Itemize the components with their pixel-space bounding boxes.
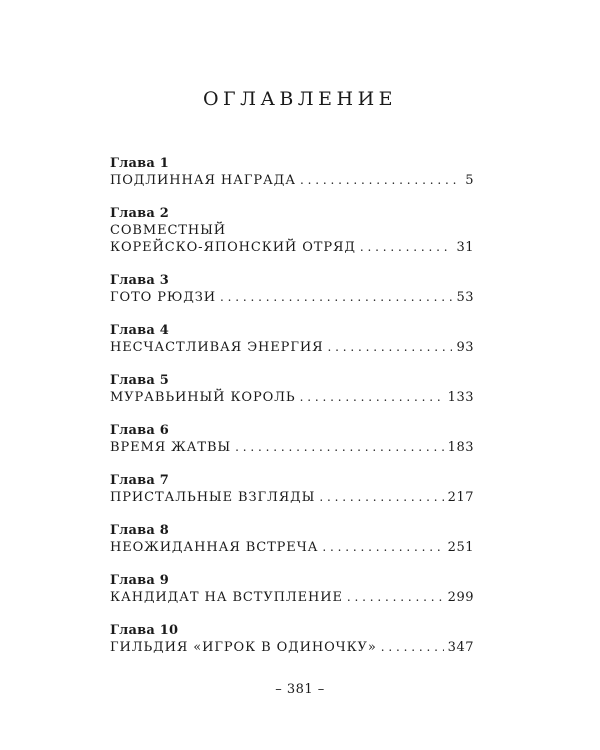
toc-entry-7 xyxy=(110,473,474,506)
chapter-title: МУРАВЬИНЫЙ КОРОЛЬ xyxy=(110,390,296,405)
toc-entry-1 xyxy=(110,156,474,189)
toc-entry-9 xyxy=(110,573,474,606)
dot-leader xyxy=(235,439,444,456)
chapter-line xyxy=(110,489,474,506)
chapter-page-number: 5 xyxy=(465,173,474,188)
chapter-page-number: 217 xyxy=(447,490,474,505)
toc-entry-10 xyxy=(110,623,474,656)
chapter-title-line-1: СОВМЕСТНЫЙ xyxy=(110,223,227,238)
chapter-line xyxy=(110,239,474,256)
chapter-page-number: 53 xyxy=(456,290,474,305)
chapter-page-number: 347 xyxy=(447,640,474,655)
toc-entry-6 xyxy=(110,423,474,456)
chapter-title: ГОТО РЮДЗИ xyxy=(110,290,216,305)
chapter-label: Глава 5 xyxy=(110,373,169,388)
chapter-title: ПРИСТАЛЬНЫЕ ВЗГЛЯДЫ xyxy=(110,490,316,505)
chapter-label: Глава 1 xyxy=(110,156,169,171)
chapter-line xyxy=(110,639,474,656)
chapter-title: НЕСЧАСТЛИВАЯ ЭНЕРГИЯ xyxy=(110,340,324,355)
dot-leader xyxy=(381,639,444,656)
chapter-title: ВРЕМЯ ЖАТВЫ xyxy=(110,440,232,455)
dot-leader xyxy=(347,589,444,606)
chapter-line xyxy=(110,389,474,406)
chapter-label: Глава 9 xyxy=(110,573,169,588)
chapter-page-number: 251 xyxy=(447,540,474,555)
chapter-line xyxy=(110,539,474,556)
chapter-title: КАНДИДАТ НА ВСТУПЛЕНИЕ xyxy=(110,590,343,605)
chapter-line xyxy=(110,172,474,189)
table-of-contents xyxy=(110,156,474,673)
chapter-label: Глава 2 xyxy=(110,206,169,221)
chapter-label: Глава 7 xyxy=(110,473,169,488)
chapter-line xyxy=(110,589,474,606)
dot-leader xyxy=(300,389,444,406)
chapter-page-number: 31 xyxy=(456,240,474,255)
dot-leader xyxy=(327,339,452,356)
page-title: ОГЛАВЛЕНИЕ xyxy=(202,88,398,110)
chapter-label: Глава 3 xyxy=(110,273,169,288)
chapter-label: Глава 4 xyxy=(110,323,169,338)
chapter-page-number: 93 xyxy=(456,340,474,355)
chapter-label: Глава 6 xyxy=(110,423,169,438)
dot-leader xyxy=(300,172,461,189)
chapter-label: Глава 10 xyxy=(110,623,179,638)
page-number-footer: – 381 – xyxy=(275,682,325,697)
chapter-line xyxy=(110,289,474,306)
chapter-page-number: 299 xyxy=(447,590,474,605)
chapter-title: ПОДЛИННАЯ НАГРАДА xyxy=(110,173,296,188)
dot-leader xyxy=(360,239,453,256)
chapter-title: НЕОЖИДАННАЯ ВСТРЕЧА xyxy=(110,540,319,555)
toc-entry-8 xyxy=(110,523,474,556)
toc-entry-5 xyxy=(110,373,474,406)
dot-leader xyxy=(220,289,452,306)
chapter-title: ГИЛЬДИЯ «ИГРОК В ОДИНОЧКУ» xyxy=(110,640,377,655)
chapter-page-number: 133 xyxy=(447,390,474,405)
chapter-page-number: 183 xyxy=(447,440,474,455)
toc-entry-4 xyxy=(110,323,474,356)
chapter-label: Глава 8 xyxy=(110,523,169,538)
toc-entry-2 xyxy=(110,206,474,256)
chapter-line xyxy=(110,339,474,356)
toc-entry-3 xyxy=(110,273,474,306)
dot-leader xyxy=(322,539,443,556)
chapter-line xyxy=(110,439,474,456)
dot-leader xyxy=(319,489,443,506)
chapter-title: КОРЕЙСКО-ЯПОНСКИЙ ОТРЯД xyxy=(110,240,356,255)
